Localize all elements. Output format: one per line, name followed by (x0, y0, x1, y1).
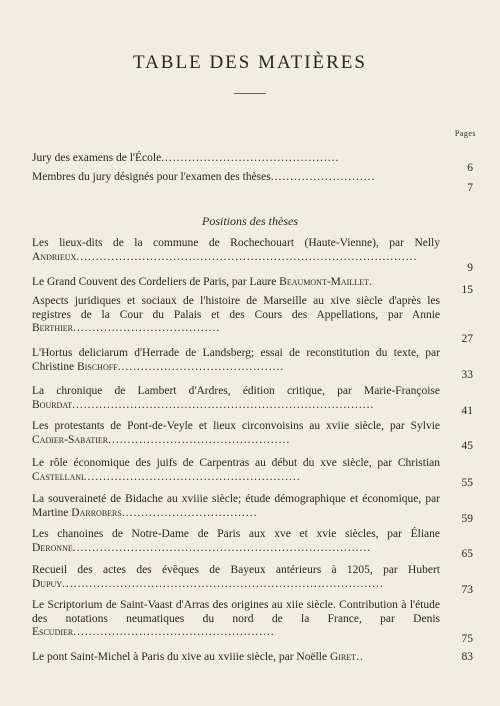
toc-entry (32, 457, 473, 489)
entry-page-number: 83 (461, 651, 473, 663)
entry-page-number: 27 (461, 333, 473, 345)
entry-text: Le Scriptorium de Saint-Vaast d'Arras des origines au xiie siècle. Contribution à l'étude des notations neumatiques du nord de la France, par Denis (32, 599, 440, 625)
entry-text: Le Grand Couvent des Cordeliers de Paris, par Laure (32, 276, 280, 288)
entry-text: L'Hortus deliciarum d'Herrade de Landsberg; essai de reconstitution du texte, par Christine (32, 347, 440, 373)
entry-leader: ...................................... (72, 322, 221, 334)
toc-entry (32, 493, 473, 525)
entry-leader: .............................................. (161, 152, 340, 164)
entry-author: Deronne (32, 541, 73, 554)
pages-column-label: Pages (454, 129, 476, 138)
toc-entry (32, 347, 473, 381)
entry-page-number: 7 (467, 182, 473, 194)
entry-page-number: 73 (461, 584, 473, 596)
entry-page-number: 41 (461, 405, 473, 417)
entry-page-number: 6 (467, 162, 473, 174)
entry-leader: ............................................................................. (72, 541, 372, 554)
entry-text: La chronique de Lambert d'Ardres, édition critique, par Marie-Françoise (32, 385, 440, 397)
entry-text: La souveraineté de Bidache au xviiie siècle; étude démographique et économique, par Martine (32, 493, 440, 519)
entry-leader: ................................................................................... (62, 577, 384, 590)
entry-author: Darrobers (71, 506, 122, 519)
entry-author: Beaumont-Maillet (279, 276, 369, 288)
entry-author: Escudier (32, 626, 74, 638)
entry-page-number: 33 (461, 369, 473, 381)
toc-entry (32, 599, 473, 645)
entry-page-number: 65 (461, 548, 473, 560)
entry-author: Giret (329, 651, 357, 663)
entry-text: Les chanoines de Notre-Dame de Paris aux xve et xvie siècles, par Éliane (32, 528, 440, 540)
entry-leader: . (368, 276, 373, 288)
entry-author: Andrieux (32, 250, 77, 263)
entry-text: Membres du jury désignés pour l'examen des thèses (32, 171, 271, 183)
section-title: Positions des thèses (202, 214, 298, 228)
entry-text: Jury des examens de l'École (32, 152, 162, 164)
toc-entry (32, 152, 473, 174)
entry-author: Bischoff (77, 360, 118, 373)
entry-author: Cadier-Sabatier (32, 433, 109, 446)
entry-page-number: 75 (461, 633, 473, 645)
toc-entry (32, 295, 473, 345)
entry-text: Les lieux-dits de la commune de Rochechouart (Haute-Vienne), par Nelly (32, 237, 440, 249)
entry-leader: .................................................... (73, 626, 275, 638)
toc-entry (32, 171, 473, 194)
toc-entry (32, 276, 473, 296)
entry-leader: ........................................... (117, 360, 285, 373)
entry-page-number: 59 (461, 513, 473, 525)
entry-text: Le rôle économique des juifs de Carpentras au début du xve siècle, par Christian (32, 457, 440, 469)
entry-leader: ........................................................................................ (76, 250, 418, 263)
entry-author: Castellani (32, 470, 84, 483)
entry-page-number: 15 (461, 284, 473, 296)
toc-entry (32, 237, 473, 274)
toc-entry (32, 385, 473, 417)
entry-leader: .. (356, 651, 364, 663)
entry-leader: ........................................................ (83, 470, 301, 483)
page-title: TABLE DES MATIÈRES (133, 52, 367, 73)
entry-text: Recueil des actes des évêques de Bayeux antérieurs à 1205, par Hubert (32, 564, 440, 576)
entry-author: Berthier (32, 322, 73, 334)
entry-leader: .............................................................................. (72, 398, 375, 411)
toc-entry (32, 651, 472, 665)
entry-page-number: 45 (461, 440, 473, 452)
entry-author: Bourdat (32, 398, 73, 411)
entry-page-number: 9 (467, 262, 473, 274)
toc-entry (32, 564, 473, 596)
entry-leader: ................................... (121, 506, 258, 519)
toc-entry (32, 420, 473, 452)
entry-leader: ........................... (270, 171, 376, 183)
entry-page-number: 55 (461, 477, 473, 489)
entry-author: Dupuy (32, 577, 63, 590)
entry-text: Les protestants de Pont-de-Veyle et lieux circonvoisins au xviie siècle, par Sylvie (32, 420, 440, 432)
entry-text: Aspects juridiques et sociaux de l'histoire de Marseille au xive siècle d'après les registres de la Cour du Palais et des Cours des Appellations, par Annie (32, 295, 440, 321)
title-rule (234, 93, 266, 94)
entry-leader: ............................................... (108, 433, 291, 446)
toc-entry (32, 528, 473, 560)
entry-text: Le pont Saint-Michel à Paris du xive au xviiie siècle, par Noëlle (32, 651, 330, 663)
